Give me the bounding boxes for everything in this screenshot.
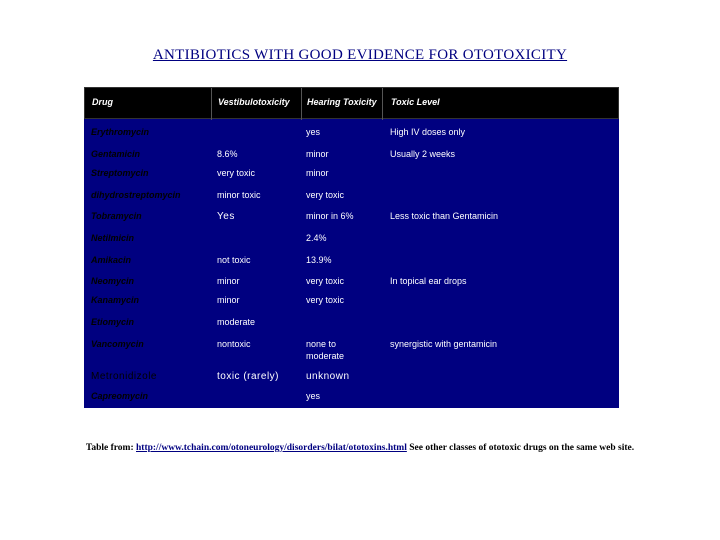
table-row-drug: Metronidizole — [91, 371, 157, 382]
table-row-vestibulo: Yes — [217, 211, 235, 222]
table-row-hearing: minor in 6% — [306, 211, 354, 221]
table-row-vestibulo: very toxic — [217, 168, 256, 178]
table-row-hearing: minor — [306, 168, 329, 178]
table-row-vestibulo: minor — [217, 276, 240, 286]
header-toxic-level: Toxic Level — [391, 97, 440, 107]
table-row-drug: Kanamycin — [91, 295, 140, 305]
column-divider — [211, 88, 212, 120]
column-divider — [301, 88, 302, 120]
table-row-hearing: very toxic — [306, 276, 345, 286]
table-row-vestibulo: minor toxic — [217, 190, 261, 200]
table-row-hearing-cont: moderate — [306, 351, 345, 361]
table-row-drug: dihydrostreptomycin — [91, 190, 181, 200]
caption-prefix: Table from: — [85, 443, 136, 453]
header-drug: Drug — [92, 97, 113, 107]
caption-suffix: See other classes of ototoxic drugs on the same web site. — [406, 443, 635, 453]
table-row-hearing: very toxic — [306, 295, 345, 305]
table-row-drug: Gentamicin — [91, 149, 141, 159]
source-caption — [0, 443, 720, 453]
table-row-vestibulo: nontoxic — [217, 339, 251, 349]
table-row-toxic-level: Usually 2 weeks — [390, 149, 456, 159]
table-row-toxic-level: High IV doses only — [390, 127, 466, 137]
ototoxicity-table — [84, 87, 619, 408]
table-row-vestibulo: toxic (rarely) — [217, 371, 280, 382]
table-row-hearing: unknown — [306, 371, 350, 382]
table-row-hearing: yes — [306, 127, 321, 137]
column-divider — [382, 88, 383, 120]
table-row-drug: Amikacin — [91, 255, 132, 265]
table-row-drug: Erythromycin — [91, 127, 150, 137]
table-row-hearing: minor — [306, 149, 329, 159]
table-row-vestibulo: 8.6% — [217, 149, 238, 159]
table-row-drug: Streptomycin — [91, 168, 149, 178]
table-row-hearing: yes — [306, 391, 321, 401]
page-title: ANTIBIOTICS WITH GOOD EVIDENCE FOR OTOTOXICITY — [152, 47, 568, 63]
table-header-row — [84, 87, 619, 119]
source-link[interactable]: http://www.tchain.com/otoneurology/disorders/bilat/ototoxins.html — [136, 443, 407, 453]
table-row-toxic-level: Less toxic than Gentamicin — [390, 211, 499, 221]
table-row-vestibulo: not toxic — [217, 255, 251, 265]
table-row-toxic-level: synergistic with gentamicin — [390, 339, 498, 349]
table-row-vestibulo: minor — [217, 295, 240, 305]
table-row-toxic-level: In topical ear drops — [390, 276, 467, 286]
table-row-vestibulo: moderate — [217, 317, 256, 327]
table-row-drug: Capreomycin — [91, 391, 149, 401]
table-row-hearing: 2.4% — [306, 233, 327, 243]
table-row-hearing: 13.9% — [306, 255, 332, 265]
header-hearing-toxicity: Hearing Toxicity — [307, 97, 377, 107]
table-row-drug: Tobramycin — [91, 211, 142, 221]
table-row-drug: Netilmicin — [91, 233, 135, 243]
table-row-drug: Neomycin — [91, 276, 135, 286]
table-row-hearing: none to — [306, 339, 337, 349]
header-vestibulotoxicity: Vestibulotoxicity — [218, 97, 290, 107]
table-row-drug: Vancomycin — [91, 339, 144, 349]
table-row-hearing: very toxic — [306, 190, 345, 200]
table-row-drug: Etiomycin — [91, 317, 135, 327]
